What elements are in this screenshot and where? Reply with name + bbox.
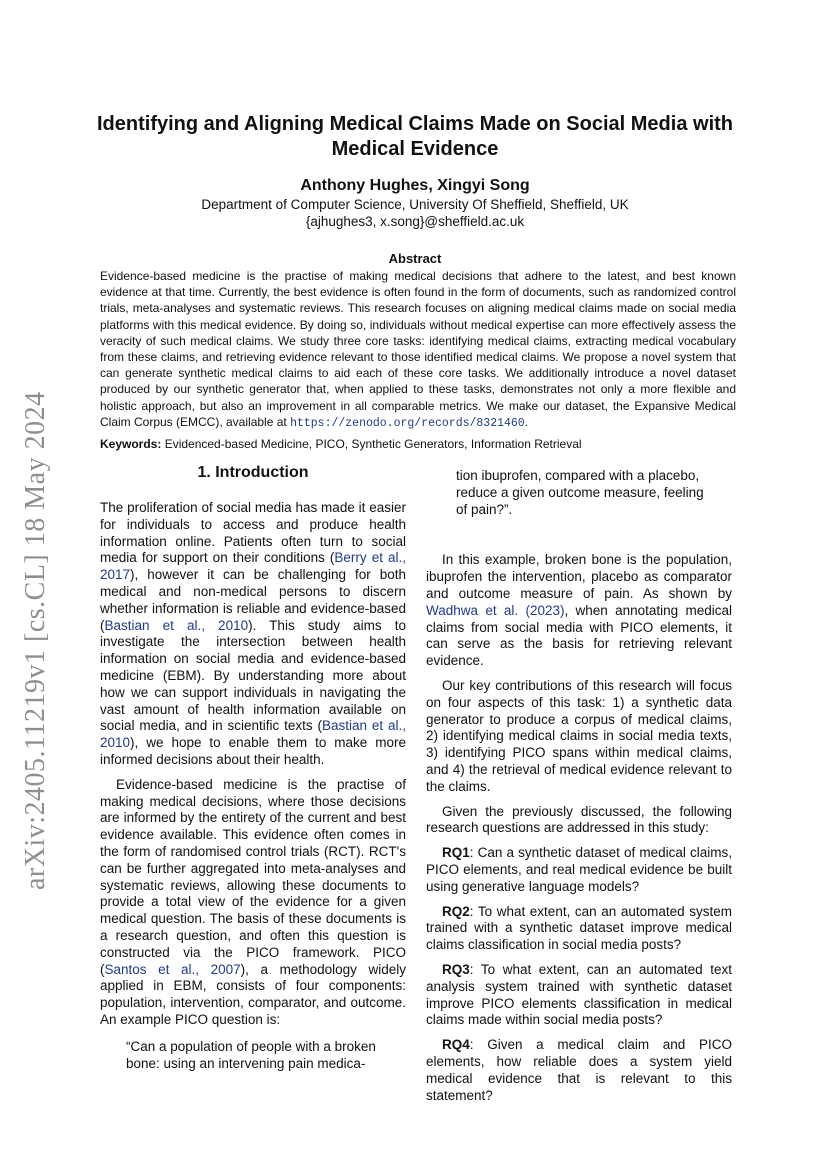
abstract-text: Evidence-based medicine is the practise of making medical decisions that adhere to the latest, and best known evidence at that time. Currently, the best evidence is often found in the form of documents, such as randomized control trials, meta-analyses and systematic reviews. This research focuses on aligning medical claims made on social media platforms with this medical evidence. By doing so, individuals without medical expertise can more effectively assess the veracity of such medical claims. We study three core tasks: identifying medical claims, extracting medical vocabulary from these claims, and retrieving evidence relevant to those identified medical claims. We propose a novel system that can generate synthetic medical claims to aid each of these core tasks. We additionally introduce a novel dataset produced by our synthetic generator that, when applied to these tasks, demonstrates not only a more flexible and holistic approach, but also an improvement in all comparable metrics. We make our dataset, the Expansive Medical Claim Corpus (EMCC), available at [100,269,736,429]
pico-example-quote-end: tion ibuprofen, compared with a placebo, reduce a given outcome measure, feeling of pain?”. [456,468,704,517]
research-question-3 [426,962,732,1029]
dataset-url-link[interactable]: https://zenodo.org/records/8321460 [290,416,525,430]
intro-paragraph-5: Given the previously discussed, the following research questions are addressed in this study: [426,803,732,836]
rq-label: RQ2 [442,903,470,919]
text-run: ), we hope to enable them to make more informed decisions about their health. [100,735,406,767]
rq-label: RQ3 [442,961,470,977]
right-column [426,468,732,1112]
citation-link[interactable]: Santos et al., 2007 [104,961,241,977]
abstract-body [100,268,736,432]
rq-label: RQ1 [442,845,470,861]
author-affiliation: Department of Computer Science, University Of Sheffield, Sheffield, UK [201,197,629,212]
keywords-text: Evidenced-based Medicine, PICO, Synthetic Generators, Information Retrieval [161,437,582,451]
rq-text: : Can a synthetic dataset of medical claims, PICO elements, and real medical evidence be built using generative language models? [426,845,732,894]
text-run: ), a methodology widely applied in EBM, consists of four components: population, intervention, comparator, and outcome. An example PICO question is: [100,961,406,1027]
citation-link[interactable]: Bastian et al., 2010 [104,617,249,633]
author-affiliation-block [90,196,740,230]
abstract-heading: Abstract [388,251,442,266]
text-run: , when annotating medical claims from social media with PICO elements, it can serve as the basis for retrieving relevant evidence. [426,602,732,669]
research-question-1 [426,845,732,895]
intro-paragraph-1 [100,500,406,769]
rq-label: RQ4 [442,1037,470,1053]
rq-text: : To what extent, can an automated system trained with a synthetic dataset improve medical claims classification in social media posts? [426,903,732,953]
research-question-4 [426,1037,732,1104]
author-emails: {ajhughes3, x.song}@sheffield.ac.uk [305,214,525,229]
citation-link[interactable]: Wadhwa et al. (2023) [426,602,565,618]
rq-text: : To what extent, can an automated text analysis system trained with synthetic dataset improve PICO elements classification in medical claims made within social media posts? [426,961,732,1028]
text-run: In this example, broken bone is the population, ibuprofen the intervention, placebo as comparator and outcome measure of pain. As shown by [426,552,732,601]
rq-text: : Given a medical claim and PICO elements, how reliable does a system yield medical evidence that is relevant to this statement? [426,1037,732,1103]
research-question-2 [426,904,732,954]
section-heading-introduction: 1. Introduction [197,464,309,481]
keywords-line [100,437,740,451]
intro-paragraph-3 [426,552,732,670]
left-column [100,500,406,1072]
arxiv-identifier: arXiv:2405.11219v1 [cs.CL] 18 May 2024 [20,391,51,890]
text-run: The proliferation of social media has made it easier for individuals to access and produce health information online. Patients often turn to social media for support on their conditions ( [100,500,406,566]
text-run: Evidence-based medicine is the practise of making medical decisions, where those decisions are informed by the entirety of the current and best evidence available. This evidence often comes in the form of randomised control trials (RCT). RCT's can be further aggregated into meta-analyses and systematic reviews, allowing these documents to provide a total view of the evidence for a given medical question. The basis of these documents is a research question, and often this question is constructed via the PICO framework. PICO ( [100,776,406,977]
paper-authors: Anthony Hughes, Xingyi Song [300,177,530,194]
citation-link[interactable]: Bastian et al., 2010 [100,718,406,751]
pico-example-quote-start: “Can a population of people with a broken bone: using an intervening pain medica- [126,1038,376,1071]
intro-paragraph-2 [100,777,406,1029]
text-run: ), however it can be challenging for both medical and non-medical persons to discern whether information is reliable and evidence-based ( [100,567,406,633]
text-run: ). This study aims to investigate the intersection between health information on social media and evidence-based medicine (EBM). By understanding more about how we can support individuals in navigating the vast amount of health information available on social media, and in scientific texts ( [100,617,406,734]
intro-paragraph-4: Our key contributions of this research will focus on four aspects of this task: 1) a synthetic data generator to produce a corpus of medical claims, 2) identifying medical claims in social media texts, 3) identifying PICO spans within medical claims, and 4) the retrieval of medical evidence relevant to the claims. [426,677,732,794]
keywords-label: Keywords: [100,437,162,451]
paper-title: Identifying and Aligning Medical Claims Made on Social Media with Medical Evidence [97,113,733,160]
abstract-end: . [524,414,529,429]
citation-link[interactable]: Berry et al., 2017 [100,550,406,583]
